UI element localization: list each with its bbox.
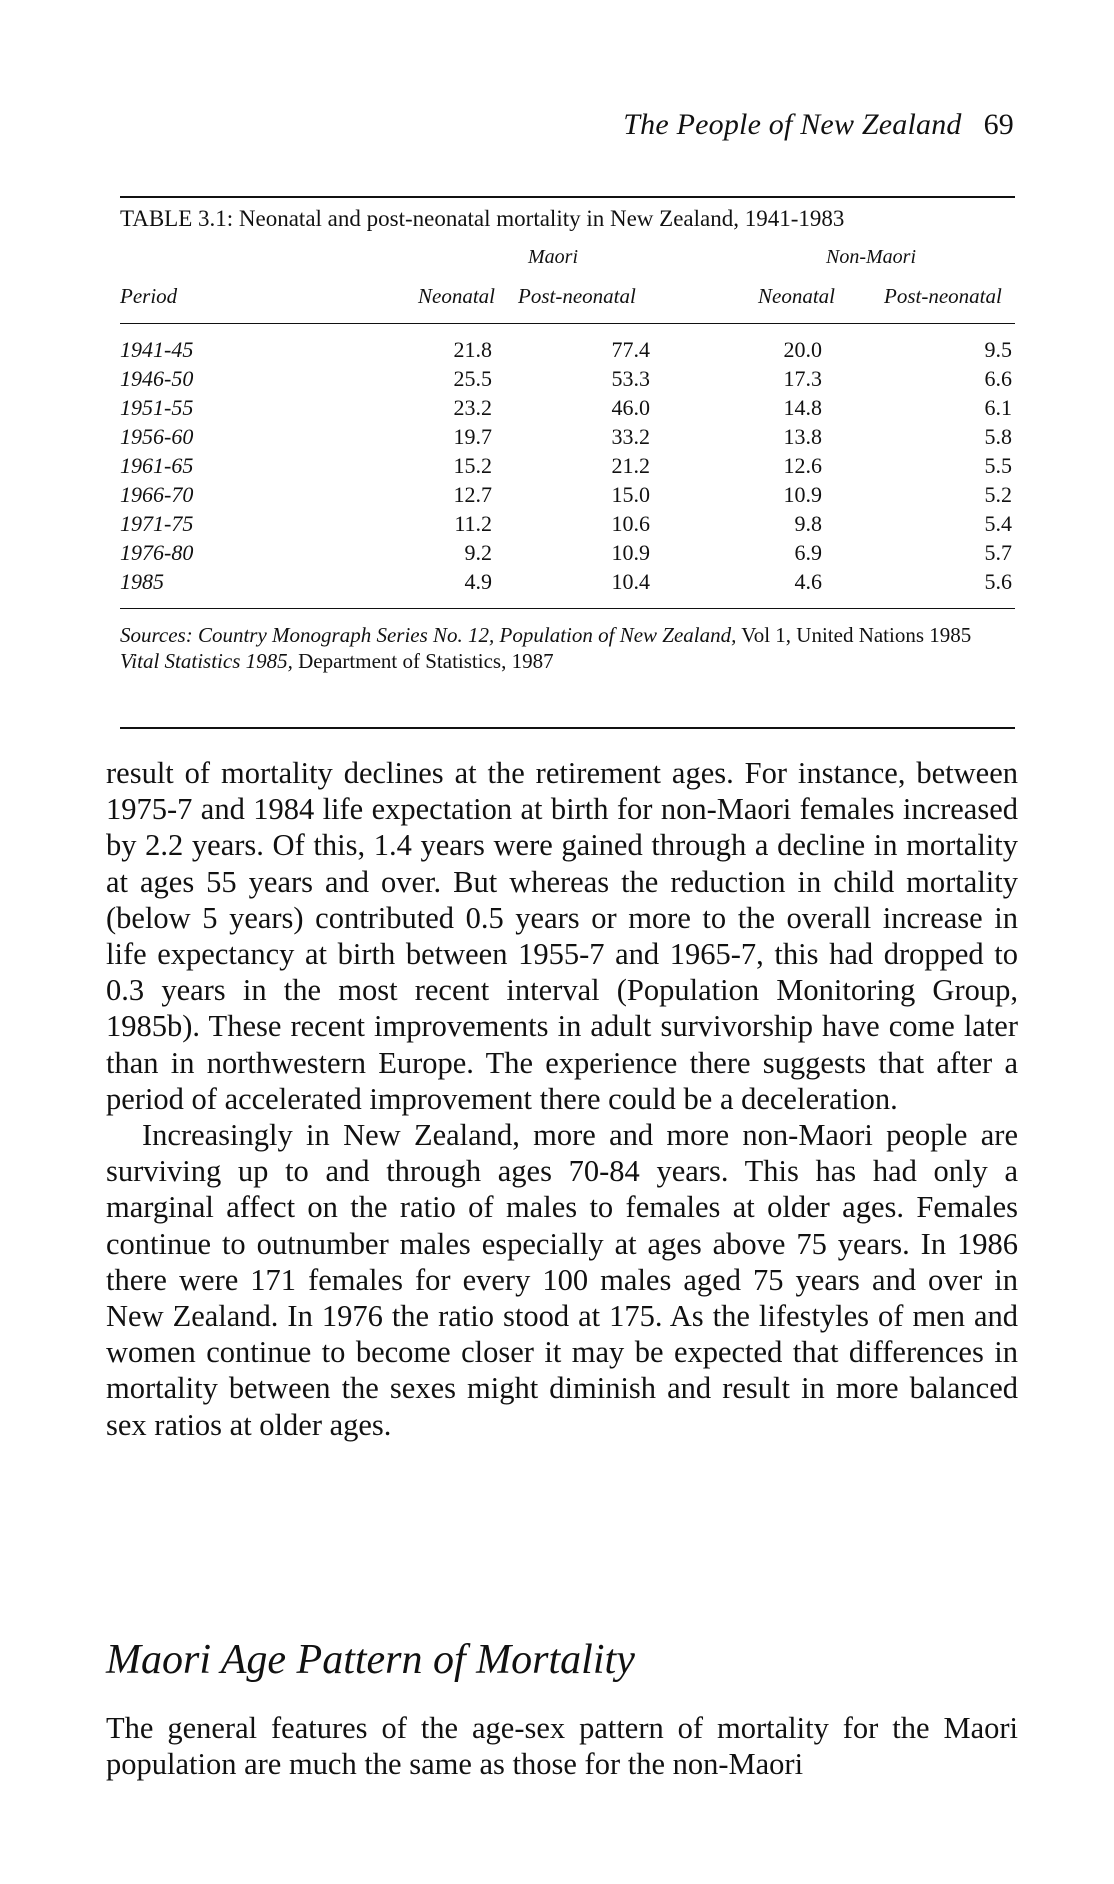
cell-maori-post-neonatal: 21.2 <box>611 453 650 478</box>
table-header-rule <box>120 323 1015 324</box>
cell-maori-post-neonatal: 46.0 <box>611 395 650 420</box>
sources-bottom-rule <box>120 727 1015 729</box>
cell-period: 1961-65 <box>120 453 194 478</box>
paragraph-3: The general features of the age-sex pattern of mortality for the Maori population are much the same as those for the non-Maori <box>106 1711 1018 1782</box>
cell-maori-neonatal: 12.7 <box>453 482 492 507</box>
group-header-non-maori: Non-Maori <box>826 246 916 268</box>
cell-maori-post-neonatal: 33.2 <box>611 424 650 449</box>
paragraph-2: Increasingly in New Zealand, more and more non-Maori people are surviving up to and through ages 70-84 years. This has had only a marginal affect on the ratio of males to females at older ages. Females continue to outnumber males especially at ages above 75 years. In 1986 there were 171 females for every 100 males aged 75 years and over in New Zealand. In 1976 the ratio stood at 175. As the lifestyles of men and women continue to become closer it may be expected that differences in mortality between the sexes might diminish and result in more balanced sex ratios at older ages. <box>106 1118 1018 1442</box>
col-header-maori-post-neonatal: Post-neonatal <box>518 284 636 308</box>
cell-nonmaori-neonatal: 4.6 <box>794 569 822 594</box>
table-sources <box>120 622 1015 674</box>
cell-nonmaori-post-neonatal: 5.2 <box>984 482 1012 507</box>
cell-nonmaori-post-neonatal: 5.6 <box>984 569 1012 594</box>
cell-nonmaori-neonatal: 13.8 <box>783 424 822 449</box>
cell-nonmaori-neonatal: 9.8 <box>794 511 822 536</box>
page-number: 69 <box>983 108 1014 141</box>
cell-nonmaori-neonatal: 20.0 <box>783 337 822 362</box>
body-text <box>106 755 1018 1443</box>
source-label: Sources: <box>120 623 193 647</box>
running-head <box>623 108 1014 142</box>
running-title: The People of New Zealand <box>623 108 962 141</box>
cell-maori-post-neonatal: 15.0 <box>611 482 650 507</box>
cell-nonmaori-neonatal: 10.9 <box>783 482 822 507</box>
paragraph-1: result of mortality declines at the retirement ages. For instance, between 1975-7 and 1984 life expectation at birth for non-Maori females increased by 2.2 years. Of this, 1.4 years were gained through a decline in mortality at ages 55 years and over. But whereas the reduction in child mortality (below 5 years) contributed 0.5 years or more to the overall increase in life expectancy at birth between 1955-7 and 1965-7, this had dropped to 0.3 years in the most recent interval (Population Monitoring Group, 1985b). These recent improvements in adult survivorship have come later than in northwestern Europe. The experience there suggests that after a period of accelerated improvement there could be a deceleration. <box>106 756 1018 1116</box>
cell-period: 1951-55 <box>120 395 194 420</box>
cell-maori-neonatal: 11.2 <box>454 511 492 536</box>
cell-maori-neonatal: 4.9 <box>464 569 492 594</box>
col-header-maori-neonatal: Neonatal <box>418 284 495 308</box>
col-header-nonmaori-post-neonatal: Post-neonatal <box>884 284 1002 308</box>
col-header-nonmaori-neonatal: Neonatal <box>758 284 835 308</box>
cell-nonmaori-post-neonatal: 6.6 <box>984 366 1012 391</box>
source-1-rest: Vol 1, United Nations 1985 <box>741 623 972 647</box>
col-header-period: Period <box>120 284 178 308</box>
cell-nonmaori-post-neonatal: 5.7 <box>984 540 1012 565</box>
source-2-title: Vital Statistics 1985, <box>120 649 293 673</box>
cell-period: 1946-50 <box>120 366 194 391</box>
cell-maori-neonatal: 21.8 <box>453 337 492 362</box>
cell-nonmaori-neonatal: 14.8 <box>783 395 822 420</box>
cell-maori-neonatal: 19.7 <box>453 424 492 449</box>
cell-maori-post-neonatal: 10.9 <box>611 540 650 565</box>
group-header-maori: Maori <box>528 246 578 268</box>
cell-period: 1971-75 <box>120 511 194 536</box>
cell-maori-neonatal: 15.2 <box>453 453 492 478</box>
cell-nonmaori-neonatal: 12.6 <box>783 453 822 478</box>
cell-period: 1976-80 <box>120 540 194 565</box>
cell-maori-post-neonatal: 10.6 <box>611 511 650 536</box>
source-line-1 <box>120 622 1015 648</box>
source-line-2 <box>120 648 1015 674</box>
source-2-rest: Department of Statistics, 1987 <box>298 649 554 673</box>
cell-maori-neonatal: 25.5 <box>453 366 492 391</box>
cell-maori-post-neonatal: 10.4 <box>611 569 650 594</box>
cell-nonmaori-neonatal: 17.3 <box>783 366 822 391</box>
cell-nonmaori-post-neonatal: 5.5 <box>984 453 1012 478</box>
cell-maori-neonatal: 23.2 <box>453 395 492 420</box>
section-heading: Maori Age Pattern of Mortality <box>106 1637 635 1683</box>
cell-nonmaori-post-neonatal: 5.4 <box>984 511 1012 536</box>
table-caption: TABLE 3.1: Neonatal and post-neonatal mortality in New Zealand, 1941-1983 <box>120 206 845 231</box>
table-bottom-rule <box>120 608 1015 609</box>
source-1-title: Country Monograph Series No. 12, Population of New Zealand, <box>197 623 737 647</box>
cell-period: 1956-60 <box>120 424 194 449</box>
cell-maori-neonatal: 9.2 <box>464 540 492 565</box>
cell-nonmaori-post-neonatal: 6.1 <box>984 395 1012 420</box>
cell-maori-post-neonatal: 77.4 <box>611 337 650 362</box>
cell-maori-post-neonatal: 53.3 <box>611 366 650 391</box>
cell-nonmaori-post-neonatal: 9.5 <box>984 337 1012 362</box>
table-top-rule <box>120 196 1015 198</box>
cell-period: 1941-45 <box>120 337 194 362</box>
cell-period: 1966-70 <box>120 482 194 507</box>
cell-nonmaori-post-neonatal: 5.8 <box>984 424 1012 449</box>
cell-period: 1985 <box>120 569 164 594</box>
body-text-continued <box>106 1710 1018 1782</box>
cell-nonmaori-neonatal: 6.9 <box>794 540 822 565</box>
